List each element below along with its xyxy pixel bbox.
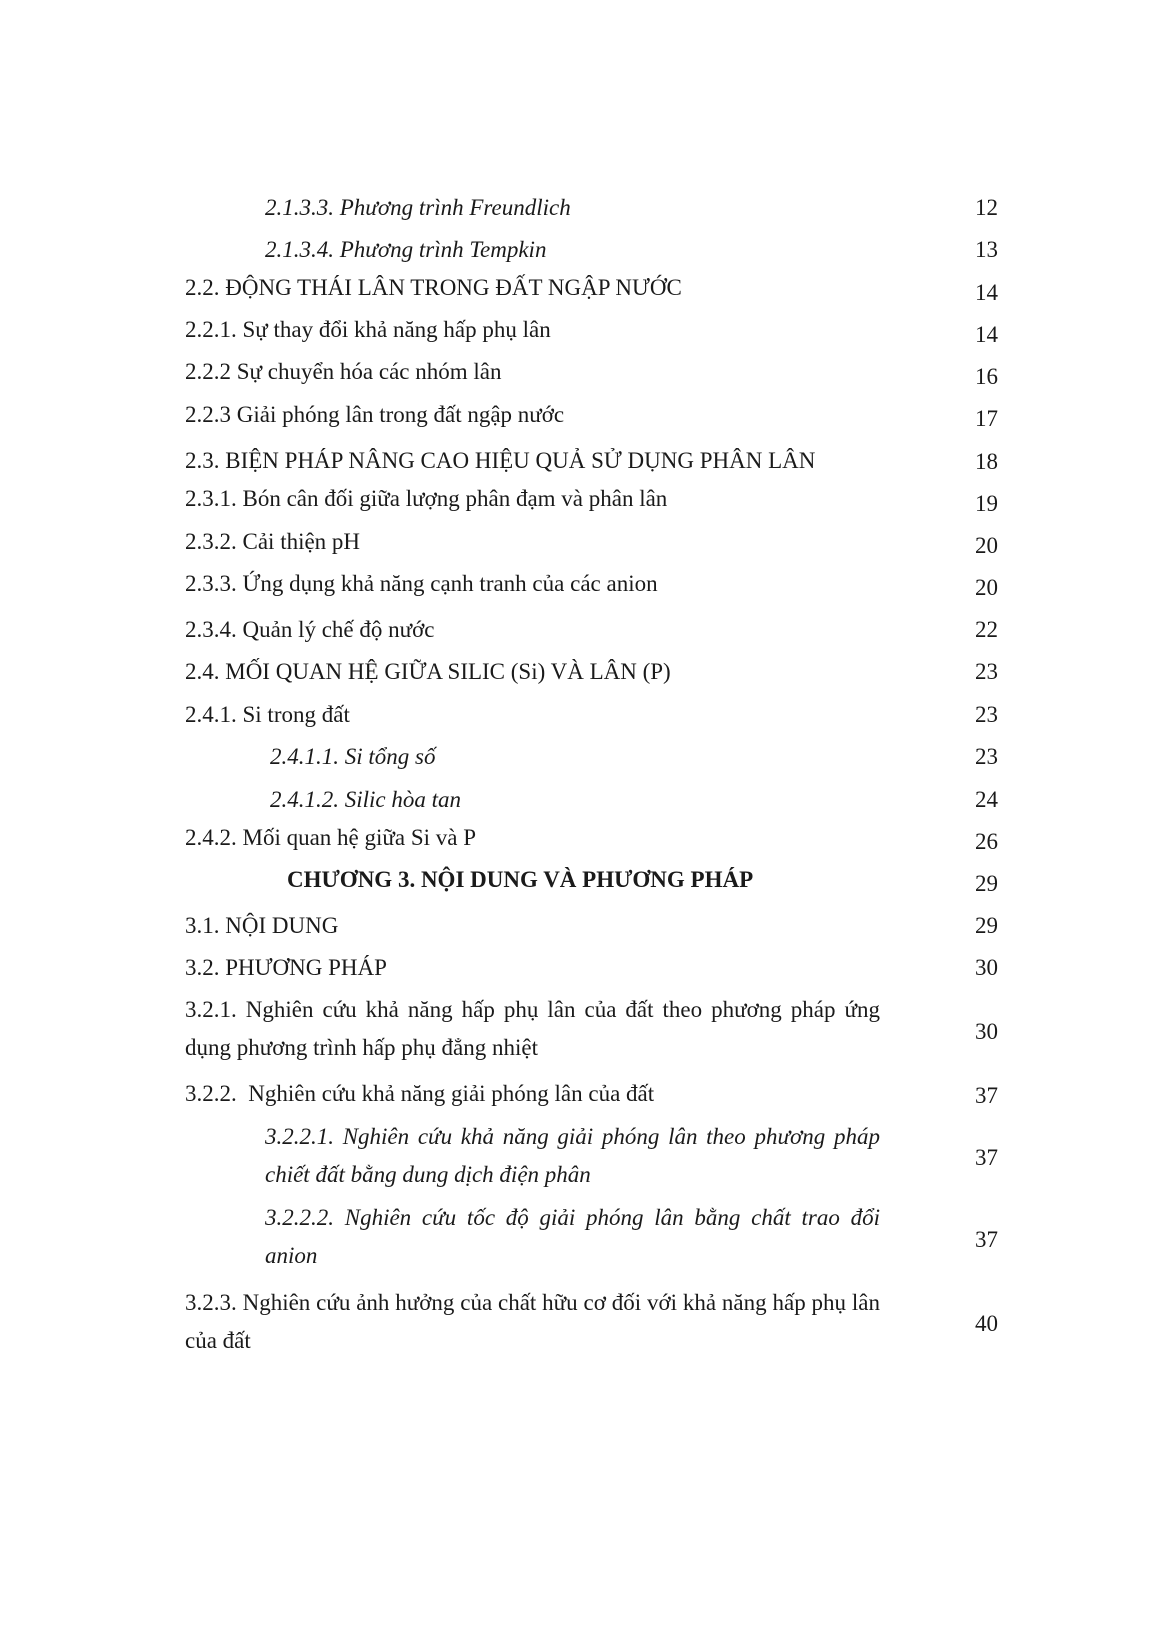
toc-entry-page: 19: [975, 491, 998, 516]
toc-entry-page: 12: [975, 195, 998, 220]
toc-entry-page: 29: [975, 913, 998, 938]
toc-entry-title: 2.1.3.3. Phương trình Freundlich: [265, 195, 571, 220]
toc-entry-title: 3.2.1. Nghiên cứu khả năng hấp phụ lân của đất theo phương pháp ứng dụng phương trình hấp phụ đẳng nhiệt: [185, 997, 880, 1060]
toc-entry-page: 26: [975, 829, 998, 854]
toc-entry-title: CHƯƠNG 3. NỘI DUNG VÀ PHƯƠNG PHÁP: [287, 867, 754, 892]
toc-entry-page: 16: [975, 364, 998, 389]
toc-entry-title: 2.2.3 Giải phóng lân trong đất ngập nước: [185, 402, 565, 427]
toc-entry-page: 30: [975, 955, 998, 980]
toc-entry-page: 23: [975, 702, 998, 727]
toc-entry-page: 37: [975, 1145, 998, 1170]
toc-entry-page: 37: [975, 1227, 998, 1252]
toc-entry-page: 14: [975, 280, 998, 305]
toc-entry-page: 14: [975, 322, 998, 347]
toc-entry-title: 2.2.1. Sự thay đổi khả năng hấp phụ lân: [185, 317, 551, 342]
toc-entry-title: 2.2. ĐỘNG THÁI LÂN TRONG ĐẤT NGẬP NƯỚC: [185, 275, 682, 300]
toc-entry-title: 2.2.2 Sự chuyển hóa các nhóm lân: [185, 359, 502, 384]
toc-entry-page: 20: [975, 575, 998, 600]
toc-entry-page: 24: [975, 787, 998, 812]
toc-entry-page: 40: [975, 1311, 998, 1336]
toc-entry-title: 2.3. BIỆN PHÁP NÂNG CAO HIỆU QUẢ SỬ DỤNG PHÂN LÂN: [185, 448, 816, 473]
toc-entry-title: 2.4.1. Si trong đất: [185, 702, 350, 727]
toc-entry-title: 2.3.3. Ứng dụng khả năng cạnh tranh của các anion: [185, 571, 658, 596]
toc-entry-page: 23: [975, 659, 998, 684]
toc-entry-page: 13: [975, 237, 998, 262]
toc-entry-title: 2.3.1. Bón cân đối giữa lượng phân đạm và phân lân: [185, 486, 668, 511]
toc-entry-title: 2.4. MỐI QUAN HỆ GIỮA SILIC (Si) VÀ LÂN (P): [185, 659, 671, 684]
toc-entry-page: 22: [975, 617, 998, 642]
toc-entry-title: 2.3.2. Cải thiện pH: [185, 529, 361, 554]
toc-entry-page: 17: [975, 406, 998, 431]
toc-entry-page: 37: [975, 1083, 998, 1108]
toc-entry-title: 2.4.1.1. Si tổng số: [270, 744, 436, 769]
toc-entry-title: 2.3.4. Quản lý chế độ nước: [185, 617, 435, 642]
toc-entry-page: 20: [975, 533, 998, 558]
toc-entry-page: 23: [975, 744, 998, 769]
toc-entry-title: 3.2.2.1. Nghiên cứu khả năng giải phóng lân theo phương pháp chiết đất bằng dung dịch điện phân: [265, 1124, 880, 1187]
toc-entry-title: 2.4.1.2. Silic hòa tan: [270, 787, 462, 812]
toc-entry-title: 3.2.2.2. Nghiên cứu tốc độ giải phóng lân bằng chất trao đổi anion: [265, 1205, 880, 1268]
toc-entry-title: 3.1. NỘI DUNG: [185, 913, 339, 938]
toc-entry-title: 2.1.3.4. Phương trình Tempkin: [265, 237, 547, 262]
toc-entry-title: 2.4.2. Mối quan hệ giữa Si và P: [185, 825, 477, 850]
toc-entry-page: 30: [975, 1019, 998, 1044]
toc-entry-page: 18: [975, 449, 998, 474]
toc-entry-title: 3.2.2. Nghiên cứu khả năng giải phóng lân của đất: [185, 1081, 655, 1106]
toc-entry-page: 29: [975, 871, 998, 896]
toc-entry-title: 3.2. PHƯƠNG PHÁP: [185, 955, 387, 980]
toc-entry-title: 3.2.3. Nghiên cứu ảnh hưởng của chất hữu cơ đối với khả năng hấp phụ lân của đất: [185, 1290, 880, 1353]
